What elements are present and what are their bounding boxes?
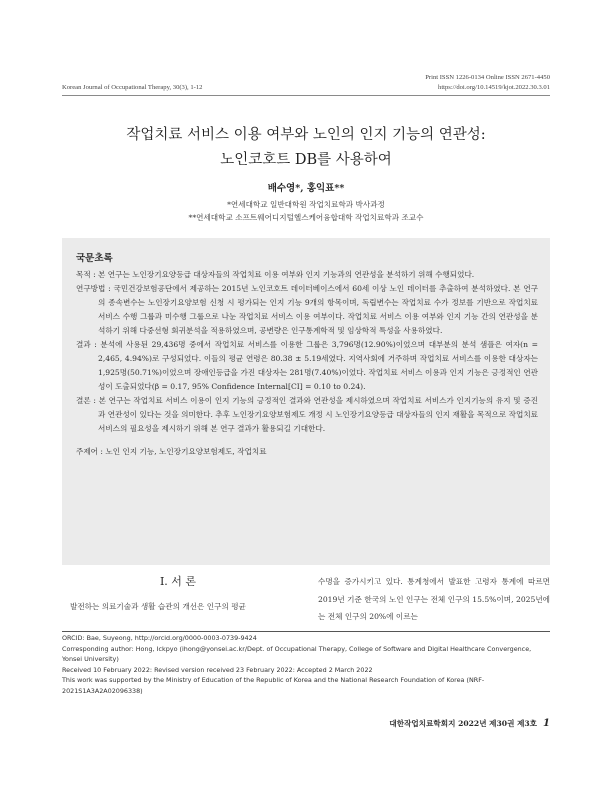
footnotes [62,633,550,696]
footer-journal-issue: 대한작업치료학회지 2022년 제30권 제3호 [389,719,538,728]
abstract-keywords: 주제어 : 노인 인지 기능, 노인장기요양보험제도, 작업치료 [76,447,267,456]
abstract-results: 결과 : 분석에 사용된 29,436명 중에서 작업치료 서비스를 이용한 그룹은 3,796명(12.90%)이었으며 대부분의 분석 샘플은 여자(n = 2,465, 4.94%)로 구성되었다. 이들의 평균 연령은 80.38 ± 5.19세였다. 지역사회에 거주하며 작업치료 서비스를 이용한 대상자는 1,925명(50.71%)이었으며 장애인등급을 가진 대상자는 281명(7.40%)이었다. 작업치료 서비스 이용과 인지 기능은 긍정적인 연관성이 도출되었다(β = 0.17, 95% Confidence Internal[CI] = 0.10 to 0.24). [76,340,538,391]
abstract-heading: 국문초록 [76,253,113,264]
section-title: Ⅰ. 서 론 [159,575,197,588]
abstract-methods: 연구방법 : 국민건강보험공단에서 제공하는 2015년 노인코호트 데이터베이스에서 60세 이상 노인 데이터를 추출하여 분석하였다. 본 연구의 종속변수는 노인장기요양보험 신청 시 평가되는 인지 기능 9개의 항목이며, 독립변수는 작업치료 수가 정보를 기반으로 작업치료 서비스 수행 그룹과 미수행 그룹으로 나눈 작업치료 서비스 이용 여부이다. 작업치료 서비스 이용 여부와 인지 기능 간의 연관성을 분석하기 위해 다중선형 회귀분석을 적용하였으며, 공변량은 인구통계학적 및 임상학적 특성을 사용하였다. [76,284,538,335]
intro-right-column: 수명을 증가시키고 있다. 통계청에서 발표한 고령자 통계에 따르면 2019년 기준 한국의 노인 인구는 전체 인구의 15.5%이며, 2025년에는 전체 인구의 20%에 이르는 [318,577,550,621]
abstract-box [62,238,550,565]
footnote-funding: This work was supported by the Ministry of Education of the Republic of Korea and the National Research Foundation of Korea (NRF-2021S1A3A2A02096338) [62,676,485,695]
issn: Print ISSN 1226-0134 Online ISSN 2671-4450 [425,74,550,81]
abstract-purpose: 목적 : 본 연구는 노인장기요양등급 대상자들의 작업치료 이용 여부와 인지 기능과의 연관성을 분석하기 위해 수행되었다. [76,270,475,279]
intro-left-column: 발전하는 의료기술과 생활 습관의 개선은 인구의 평균 [70,602,246,611]
page-footer [389,718,550,729]
affiliation-1: *연세대학교 일반대학원 작업치료학과 박사과정 [227,200,385,209]
journal-identifiers [425,73,550,93]
page-number: 1 [543,718,550,729]
footnote-corresponding: Corresponding author: Hong, Ickpyo (ihong@yonsei.ac.kr/Dept. of Occupational Therapy, College of Software and Digital Healthcare Convergence, Yonsei University) [62,644,532,663]
affiliation-2: **연세대학교 소프트웨어디지털헬스케어융합대학 작업치료학과 조교수 [188,213,424,222]
header-rule [62,95,550,96]
authors: 배수영*, 홍익표** [267,183,345,194]
paper-title-line1: 작업치료 서비스 이용 여부와 노인의 인지 기능의 연관성: [126,127,486,143]
footnote-received: Received 10 February 2022: Revised version received 23 February 2022: Accepted 2 March 2022 [62,665,373,674]
abstract-conclusion: 결론 : 본 연구는 작업치료 서비스 이용이 인지 기능의 긍정적인 결과와 연관성을 제시하였으며 작업치료 서비스가 인지기능의 유지 및 증진과 연관성이 있다는 것을 의미한다. 추후 노인장기요양보험제도 개정 시 노인장기요양등급 대상자들의 인지 재활을 목적으로 작업치료 서비스의 필요성을 제시하기 위해 본 연구 결과가 활용되길 기대한다. [76,396,538,433]
footnote-rule [62,631,550,632]
footnote-orcid: ORCID: Bae, Suyeong, http://orcid.org/0000-0003-0739-9424 [62,634,257,642]
paper-title-line2: 노인코호트 DB를 사용하여 [220,152,392,168]
doi: https://doi.org/10.14519/kjot.2022.30.3.01 [438,84,550,91]
journal-citation: Korean Journal of Occupational Therapy, 30(3), 1-12 [62,84,203,91]
